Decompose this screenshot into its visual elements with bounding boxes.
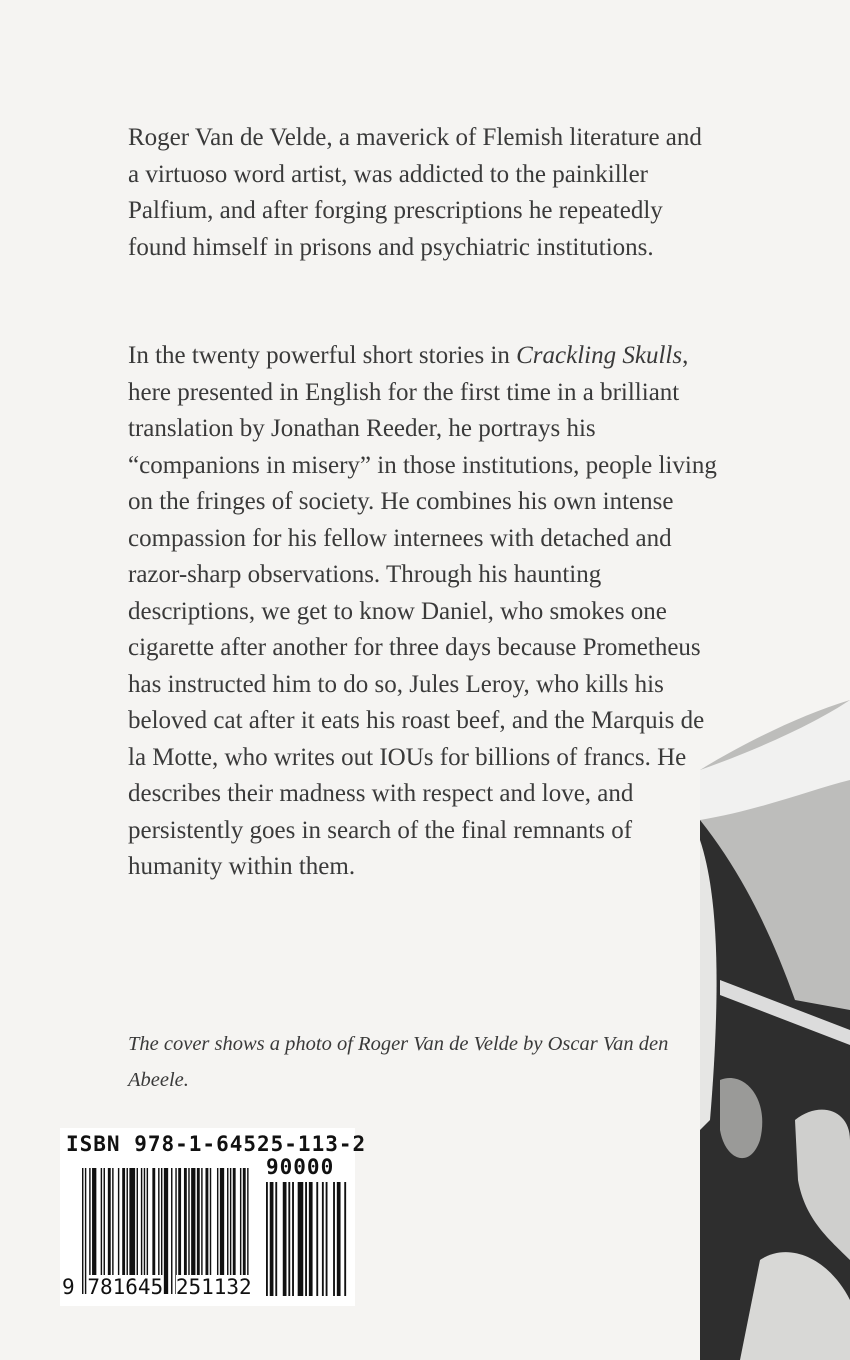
- barcode-bar: [322, 1182, 324, 1296]
- barcode-bar: [337, 1182, 341, 1296]
- barcode-bar: [270, 1182, 274, 1296]
- barcode-bar: [326, 1182, 328, 1296]
- addon-bars: [266, 1182, 348, 1296]
- barcode-bar: [275, 1182, 277, 1296]
- barcode-bar: [288, 1182, 290, 1296]
- cover-photo-fragment: [700, 700, 850, 1360]
- book-title: Crackling Skulls: [516, 342, 683, 369]
- blurb-paragraph-2: [128, 338, 718, 886]
- isbn-label: ISBN 978-1-64525-113-2: [66, 1132, 367, 1156]
- barcode-bar: [266, 1182, 268, 1296]
- barcode-bar: [298, 1182, 304, 1296]
- portrait-photo-edge: [700, 700, 850, 1360]
- ean-digits: [62, 1275, 252, 1299]
- barcode-bar: [333, 1182, 335, 1296]
- price-code: 90000: [266, 1155, 335, 1179]
- barcode-bar: [309, 1182, 313, 1296]
- ean-right-group: 251132: [175, 1275, 252, 1299]
- paragraph-2-intro: In the twenty powerful short stories in: [128, 342, 517, 369]
- cover-credit: The cover shows a photo of Roger Van de Velde by Oscar Van den Abeele.: [128, 1033, 669, 1091]
- ean-left-group: 781645: [87, 1275, 164, 1299]
- barcode-bar: [316, 1182, 318, 1296]
- ean-first-digit: 9: [62, 1275, 75, 1299]
- barcode-bar: [305, 1182, 307, 1296]
- barcode-bar: [344, 1182, 346, 1296]
- paragraph-2-body: , here presented in English for the first time in a brilliant translation by Jonathan Reeder, he portrays his “companions in misery” in those institutions, people living on the fringes of society. He combines his own intense compassion for his fellow internees with detached and razor-sharp observations. Through his haunting descriptions, we get to know Daniel, who smokes one cigarette after another for three days because Prometheus has instructed him to do so, Jules Leroy, who kills his beloved cat after it eats his roast beef, and the Marquis de la Motte, who writes out IOUs for billions of francs. He describes their madness with respect and love, and persistently goes in search of the final remnants of humanity within them.: [128, 342, 717, 880]
- isbn-barcode: [60, 1128, 367, 1306]
- barcode-bar: [283, 1182, 287, 1296]
- barcode-bar: [292, 1182, 294, 1296]
- blurb-paragraph-1: Roger Van de Velde, a maverick of Flemish literature and a virtuoso word artist, was addicted to the painkiller Palfium, and after forging prescriptions he repeatedly found himself in prisons and psychiatric institutions.: [128, 124, 702, 261]
